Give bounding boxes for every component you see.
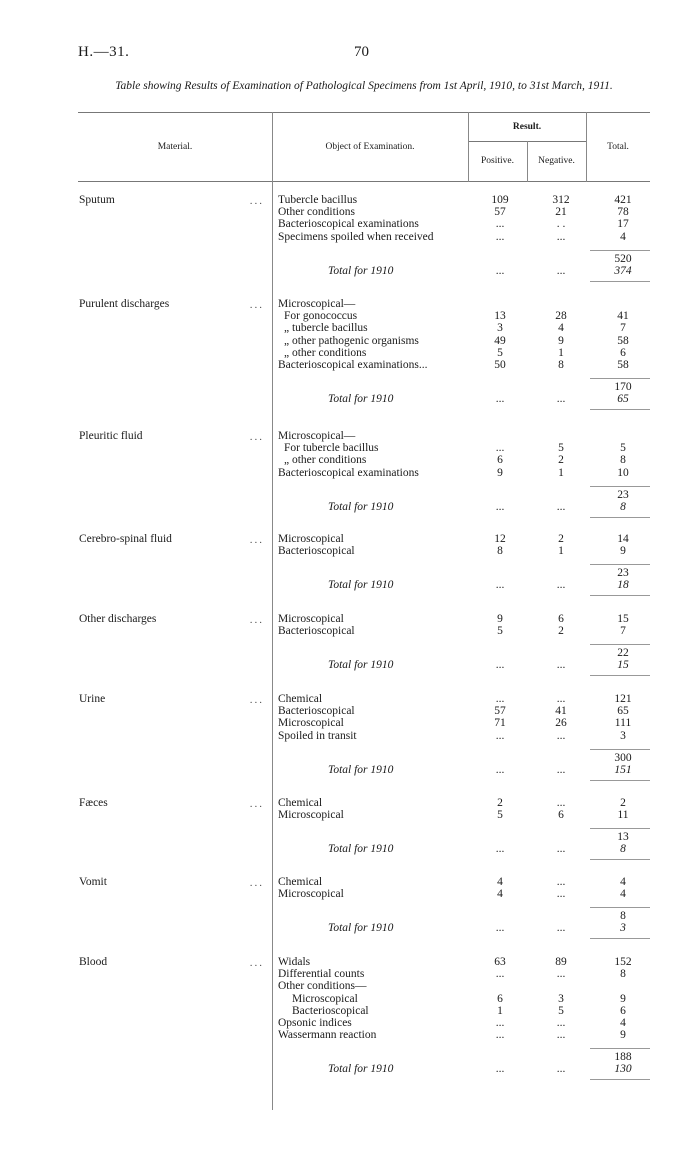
col-divider-material xyxy=(272,112,273,1110)
positive-value: 13 xyxy=(494,310,506,323)
object-of-examination: For tubercle bacillus xyxy=(284,443,379,455)
material-leader-dots: ... xyxy=(249,195,264,207)
positive-value: 6 xyxy=(497,992,503,1005)
negative-value: 3 xyxy=(558,992,564,1005)
negative-placeholder: ... xyxy=(556,659,566,672)
table-caption: Table showing Results of Examination of Pathological Specimens from 1st April, 1910, to 31st March, 1911. xyxy=(115,80,613,92)
total-value: 3 xyxy=(620,729,626,742)
section-sum: 188 xyxy=(614,1051,632,1064)
total-value: 7 xyxy=(620,322,626,335)
section-sum: 23 xyxy=(617,567,629,580)
total-1910-value: 3 xyxy=(620,922,626,935)
negative-value: ... xyxy=(556,888,566,901)
positive-value: 2 xyxy=(497,797,503,809)
header-bottom-rule xyxy=(78,181,650,182)
positive-value: 57 xyxy=(494,705,506,718)
total-value: 15 xyxy=(617,613,629,625)
page-number: 70 xyxy=(354,44,369,60)
positive-value: 109 xyxy=(491,194,509,206)
object-of-examination: Chemical xyxy=(278,877,323,888)
positive-placeholder: ... xyxy=(495,500,505,513)
negative-value: 89 xyxy=(555,956,567,968)
negative-value: 1 xyxy=(558,545,564,558)
negative-value: ... xyxy=(556,230,566,243)
object-of-examination: For gonococcus xyxy=(284,311,358,323)
negative-value: 28 xyxy=(555,310,567,323)
negative-value: ... xyxy=(556,797,566,809)
object-of-examination: „ other conditions xyxy=(284,455,367,467)
positive-value: 49 xyxy=(494,334,506,347)
total-value: 9 xyxy=(620,1029,626,1042)
object-of-examination: „ tubercle bacillus xyxy=(284,323,368,335)
positive-placeholder: ... xyxy=(495,1063,505,1076)
negative-value: ... xyxy=(556,1017,566,1029)
total-for-1910-label: Total for 1910 xyxy=(328,922,394,935)
positive-value: 4 xyxy=(497,888,503,901)
positive-value: 71 xyxy=(494,717,506,730)
object-of-examination: Specimens spoiled when received xyxy=(278,231,434,243)
total-value: 41 xyxy=(617,310,629,323)
object-of-examination: Bacterioscopical xyxy=(278,546,355,558)
negative-placeholder: ... xyxy=(556,393,566,405)
negative-placeholder: ... xyxy=(556,843,566,856)
total-value: 14 xyxy=(617,533,629,545)
positive-value: 3 xyxy=(497,322,503,335)
negative-placeholder: ... xyxy=(556,922,566,935)
object-of-examination: Bacterioscopical xyxy=(278,706,355,718)
positive-placeholder: ... xyxy=(495,393,505,405)
object-of-examination: Microscopical xyxy=(278,534,344,545)
negative-value: 1 xyxy=(558,466,564,479)
positive-placeholder: ... xyxy=(495,843,505,856)
object-of-examination: Spoiled in transit xyxy=(278,730,357,742)
section-sum: 520 xyxy=(614,252,632,265)
total-value: 78 xyxy=(617,206,629,219)
negative-value: 4 xyxy=(558,322,564,335)
positive-value: ... xyxy=(495,968,505,981)
total-value: 9 xyxy=(620,992,626,1005)
positive-value: ... xyxy=(495,729,505,742)
total-value: 11 xyxy=(617,809,629,822)
object-of-examination: Bacterioscopical xyxy=(278,626,355,638)
negative-value: 2 xyxy=(558,625,564,638)
negative-value: 21 xyxy=(555,206,567,219)
sum-rule xyxy=(590,250,650,251)
section-sum: 8 xyxy=(620,910,626,923)
total-1910-value: 65 xyxy=(617,393,629,405)
object-of-examination: Tubercle bacillus xyxy=(278,195,358,206)
positive-value: 8 xyxy=(497,545,503,558)
column-header-negative: Negative. xyxy=(538,156,575,166)
total-for-1910-label: Total for 1910 xyxy=(328,763,394,776)
section-end-rule xyxy=(590,675,650,676)
positive-placeholder: ... xyxy=(495,579,505,592)
object-of-examination: Microscopical xyxy=(292,993,358,1005)
material-leader-dots: ... xyxy=(249,694,264,706)
object-of-examination: Chemical xyxy=(278,798,323,809)
negative-value: 26 xyxy=(555,717,567,730)
object-of-examination: Microscopical xyxy=(278,718,344,730)
section-end-rule xyxy=(590,409,650,410)
sum-rule xyxy=(590,486,650,487)
negative-value: ... xyxy=(556,693,566,705)
section-sum: 300 xyxy=(614,751,632,764)
total-value: 58 xyxy=(617,334,629,347)
total-for-1910-label: Total for 1910 xyxy=(328,1063,394,1076)
column-header-material: Material. xyxy=(157,142,193,152)
column-header-result: Result. xyxy=(512,122,542,132)
total-value: 4 xyxy=(620,1017,626,1029)
negative-value: 41 xyxy=(555,705,567,718)
material-label: Sputum xyxy=(79,194,115,206)
positive-value: 50 xyxy=(494,359,506,371)
material-label: Cerebro-spinal fluid xyxy=(79,533,172,545)
column-header-object: Object of Examination. xyxy=(325,142,415,152)
negative-placeholder: ... xyxy=(556,579,566,592)
total-for-1910-label: Total for 1910 xyxy=(328,579,394,592)
total-value: 4 xyxy=(620,230,626,243)
section-end-rule xyxy=(590,517,650,518)
material-label: Fæces xyxy=(79,797,108,809)
sum-rule xyxy=(590,378,650,379)
negative-value: 6 xyxy=(558,613,564,625)
total-value: 5 xyxy=(620,442,626,455)
section-end-rule xyxy=(590,859,650,860)
positive-value: ... xyxy=(495,218,505,231)
page-header-left: H.—31. xyxy=(78,44,130,60)
total-value: 6 xyxy=(620,1004,626,1017)
object-of-examination: Chemical xyxy=(278,694,323,705)
object-of-examination: Bacterioscopical examinations xyxy=(278,219,419,231)
total-value: 152 xyxy=(614,956,632,968)
object-of-examination: Differential counts xyxy=(278,969,365,981)
total-value: 4 xyxy=(620,888,626,901)
negative-value: ... xyxy=(556,968,566,981)
total-1910-value: 130 xyxy=(614,1063,632,1076)
negative-value: 8 xyxy=(558,359,564,371)
negative-value: 2 xyxy=(558,454,564,467)
material-leader-dots: ... xyxy=(249,431,264,443)
total-1910-value: 18 xyxy=(617,579,629,592)
total-value: 65 xyxy=(617,705,629,718)
section-sum: 22 xyxy=(617,647,629,660)
positive-value: 5 xyxy=(497,346,503,359)
material-label: Pleuritic fluid xyxy=(79,430,143,442)
sum-rule xyxy=(590,644,650,645)
sum-rule xyxy=(590,749,650,750)
positive-value: ... xyxy=(495,230,505,243)
negative-value: 1 xyxy=(558,346,564,359)
material-label: Blood xyxy=(79,956,108,968)
total-for-1910-label: Total for 1910 xyxy=(328,264,394,277)
object-of-examination: „ other conditions xyxy=(284,347,367,359)
object-of-examination: Wassermann reaction xyxy=(278,1030,377,1042)
section-end-rule xyxy=(590,595,650,596)
positive-value: 1 xyxy=(497,1004,503,1017)
sum-rule xyxy=(590,907,650,908)
section-sum: 13 xyxy=(617,831,629,844)
material-label: Vomit xyxy=(79,876,107,888)
material-leader-dots: ... xyxy=(249,299,264,311)
material-leader-dots: ... xyxy=(249,957,264,969)
total-value: 10 xyxy=(617,466,629,479)
object-of-examination: Other conditions xyxy=(278,207,355,219)
object-of-examination: Other conditions— xyxy=(278,981,367,993)
negative-value: 2 xyxy=(558,533,564,545)
total-1910-value: 374 xyxy=(614,264,632,277)
negative-placeholder: ... xyxy=(556,264,566,277)
total-value: 7 xyxy=(620,625,626,638)
total-value: 17 xyxy=(617,218,629,231)
positive-value: ... xyxy=(495,1017,505,1029)
object-of-examination: Microscopical xyxy=(278,889,344,901)
negative-value: 6 xyxy=(558,809,564,822)
negative-value: ... xyxy=(556,876,566,888)
section-end-rule xyxy=(590,1079,650,1080)
positive-placeholder: ... xyxy=(495,264,505,277)
negative-value: 312 xyxy=(552,194,570,206)
total-value: 9 xyxy=(620,545,626,558)
object-of-examination: Microscopical— xyxy=(278,299,356,310)
total-value: 6 xyxy=(620,346,626,359)
positive-value: 57 xyxy=(494,206,506,219)
sum-rule xyxy=(590,828,650,829)
sum-rule xyxy=(590,564,650,565)
negative-value: 9 xyxy=(558,334,564,347)
object-of-examination: Bacterioscopical xyxy=(292,1005,369,1017)
negative-value: ... xyxy=(556,729,566,742)
material-leader-dots: ... xyxy=(249,877,264,889)
object-of-examination: Bacterioscopical examinations... xyxy=(278,360,428,371)
positive-value: 63 xyxy=(494,956,506,968)
negative-placeholder: ... xyxy=(556,500,566,513)
total-for-1910-label: Total for 1910 xyxy=(328,500,394,513)
negative-value: 5 xyxy=(558,1004,564,1017)
positive-value: 9 xyxy=(497,466,503,479)
object-of-examination: Opsonic indices xyxy=(278,1018,352,1029)
object-of-examination: „ other pathogenic organisms xyxy=(284,335,419,347)
table-top-rule xyxy=(78,112,650,113)
total-value: 421 xyxy=(614,194,632,206)
material-leader-dots: ... xyxy=(249,614,264,626)
material-label: Urine xyxy=(79,693,106,705)
negative-placeholder: ... xyxy=(556,1063,566,1076)
total-value: 2 xyxy=(620,797,626,809)
positive-value: 4 xyxy=(497,876,503,888)
total-1910-value: 15 xyxy=(617,659,629,672)
object-of-examination: Microscopical— xyxy=(278,431,356,442)
section-sum: 23 xyxy=(617,488,629,501)
total-value: 8 xyxy=(620,968,626,981)
positive-value: 9 xyxy=(497,613,503,625)
sum-rule xyxy=(590,1048,650,1049)
total-for-1910-label: Total for 1910 xyxy=(328,843,394,856)
total-1910-value: 8 xyxy=(620,500,626,513)
positive-value: 5 xyxy=(497,809,503,822)
section-end-rule xyxy=(590,938,650,939)
object-of-examination: Microscopical xyxy=(278,614,344,625)
material-label: Other discharges xyxy=(79,613,157,625)
object-of-examination: Microscopical xyxy=(278,810,344,822)
object-of-examination: Widals xyxy=(278,957,311,968)
positive-value: 6 xyxy=(497,454,503,467)
positive-value: 12 xyxy=(494,533,506,545)
total-value: 58 xyxy=(617,359,629,371)
positive-value: ... xyxy=(495,442,505,455)
total-1910-value: 8 xyxy=(620,843,626,856)
material-label: Purulent discharges xyxy=(79,298,170,310)
positive-value: 5 xyxy=(497,625,503,638)
object-of-examination: Bacterioscopical examinations xyxy=(278,467,419,479)
column-header-total: Total. xyxy=(607,142,629,152)
negative-value: 5 xyxy=(558,442,564,455)
positive-value: ... xyxy=(495,1029,505,1042)
positive-placeholder: ... xyxy=(495,659,505,672)
section-end-rule xyxy=(590,281,650,282)
material-leader-dots: ... xyxy=(249,534,264,546)
column-header-positive: Positive. xyxy=(481,156,514,166)
section-end-rule xyxy=(590,780,650,781)
positive-placeholder: ... xyxy=(495,763,505,776)
total-for-1910-label: Total for 1910 xyxy=(328,393,394,405)
total-1910-value: 151 xyxy=(614,763,632,776)
material-leader-dots: ... xyxy=(249,798,264,810)
total-for-1910-label: Total for 1910 xyxy=(328,659,394,672)
total-value: 111 xyxy=(614,717,632,730)
negative-value: . . xyxy=(556,218,566,231)
positive-value: ... xyxy=(495,693,505,705)
total-value: 121 xyxy=(614,693,632,705)
total-value: 4 xyxy=(620,876,626,888)
negative-value: ... xyxy=(556,1029,566,1042)
negative-placeholder: ... xyxy=(556,763,566,776)
positive-placeholder: ... xyxy=(495,922,505,935)
section-sum: 170 xyxy=(614,381,632,393)
total-value: 8 xyxy=(620,454,626,467)
